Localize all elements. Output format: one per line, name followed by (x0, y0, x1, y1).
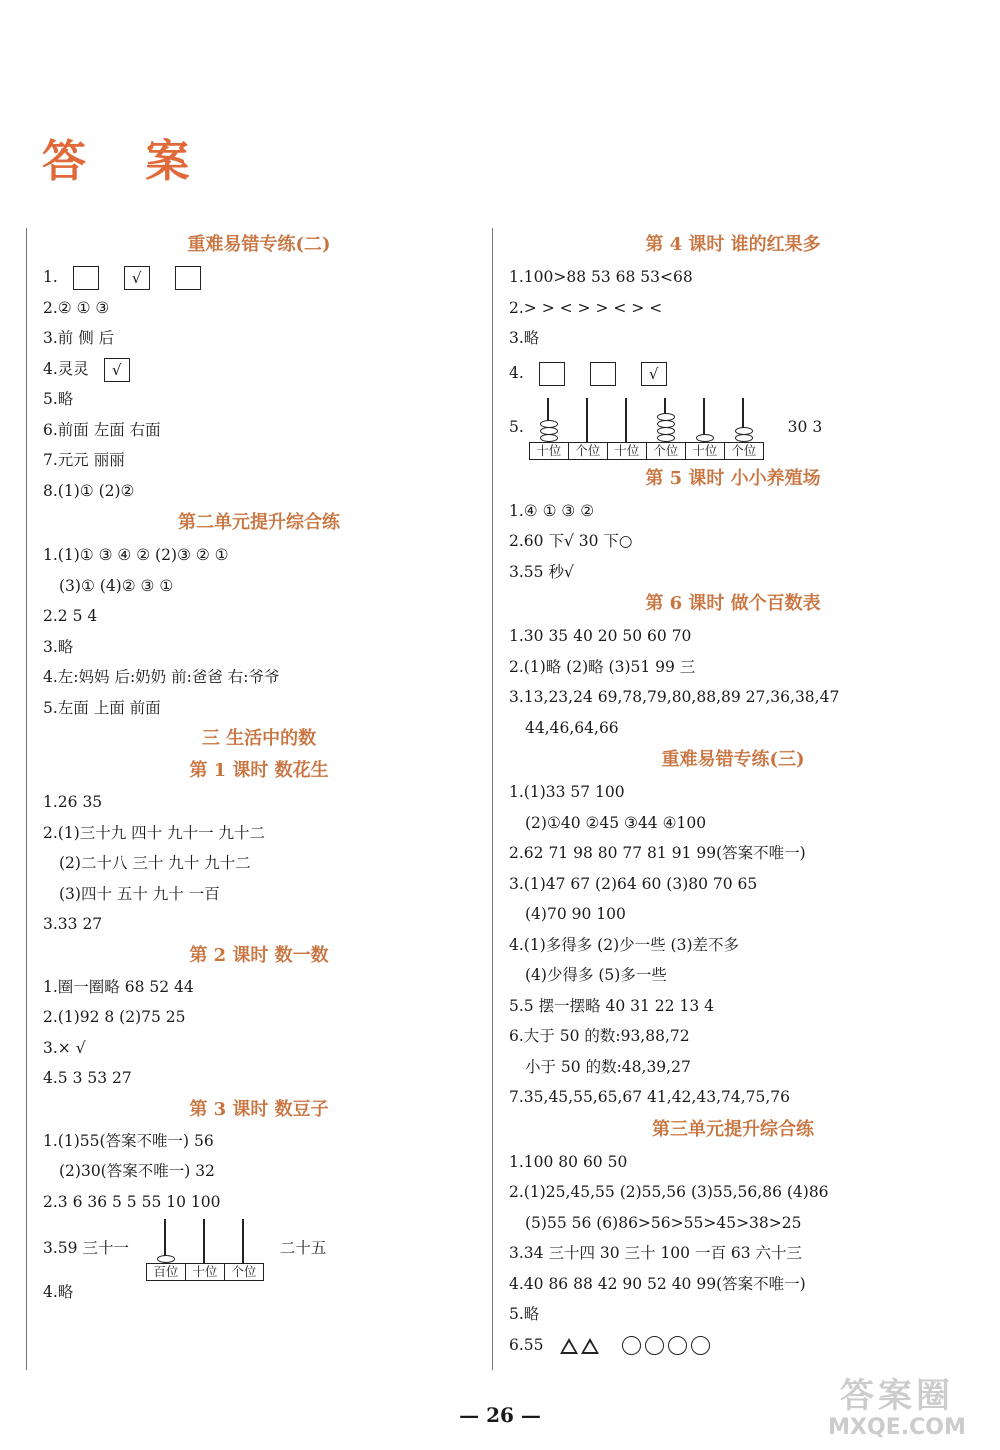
answer-line: 1.100 80 60 50 (509, 1152, 628, 1171)
answer-line: (2)①40 ②45 ③44 ④100 (525, 813, 707, 832)
answer-line: 4.略 (43, 1283, 74, 1301)
right-column (492, 228, 973, 1370)
abacus-label: 百位 (146, 1263, 186, 1281)
answer-line: 5.略 (43, 390, 74, 408)
section-heading: 重难易错专练(二) (187, 234, 331, 255)
left-column (26, 228, 491, 1370)
circle-icon (668, 1336, 687, 1355)
answer-line: 2.60 下√ 30 下○ (509, 532, 633, 550)
answer-line: 8.(1)① (2)② (43, 481, 135, 500)
abacus-label: 十位 (685, 442, 725, 460)
answer-line: 1.圈一圈略 68 52 44 (43, 977, 194, 996)
answer-line: 2.(1)25,45,55 (2)55,56 (3)55,56,86 (4)86 (509, 1183, 829, 1201)
answer-line: 3.前 侧 后 (43, 329, 115, 347)
abacus-diagram (529, 396, 763, 460)
abacus-label: 个位 (224, 1263, 264, 1281)
answer-line: 1. √ (27, 262, 491, 293)
answer-line: 2.62 71 98 80 77 81 91 99(答案不唯一) (509, 844, 806, 862)
abacus-label: 个位 (568, 442, 608, 460)
answer-line: 4.左:妈妈 后:奶奶 前:爸爸 右:爷爷 (43, 668, 280, 686)
abacus-label: 个位 (646, 442, 686, 460)
answer-line: 3.略 (43, 637, 74, 656)
shapes-answer (560, 1336, 714, 1354)
answer-line: 2.> > < > > < > < (509, 298, 663, 317)
page-title: 答 案 (42, 136, 212, 187)
answer-line: 4.5 3 53 27 (43, 1069, 132, 1087)
answer-line: 6.大于 50 的数:93,88,72 (509, 1027, 690, 1045)
answer-line: 小于 50 的数:48,39,27 (525, 1057, 691, 1076)
answer-line: 1.26 35 (43, 793, 103, 811)
answer-line: 4.(1)多得多 (2)少一些 (3)差不多 (509, 935, 740, 954)
answer-line: (4)少得多 (5)多一些 (525, 966, 667, 984)
unit-heading: 三 生活中的数 (201, 728, 317, 749)
answer-line: (5)55 56 (6)86>56>55>45>38>25 (525, 1213, 802, 1232)
abacus-label: 个位 (724, 442, 764, 460)
answer-line: 3.× √ (43, 1038, 86, 1057)
abacus-label: 十位 (185, 1263, 225, 1281)
answer-line: 7.35,45,55,65,67 41,42,43,74,75,76 (509, 1088, 791, 1106)
answer-line: 2.② ① ③ (43, 298, 110, 317)
answer-box-checked: √ (104, 358, 130, 382)
answer-line: (2)二十八 三十 九十 九十二 (59, 854, 251, 872)
section-heading: 第 1 课时 数花生 (189, 760, 329, 781)
page-number: — 26 — (459, 1403, 541, 1427)
section-heading: 第三单元提升综合练 (652, 1118, 814, 1140)
triangle-icon (581, 1338, 599, 1354)
answer-line: 4.灵灵 √ (27, 354, 491, 385)
section-heading: 第 6 课时 做个百数表 (645, 593, 821, 614)
section-heading: 第 4 课时 谁的红果多 (645, 234, 821, 255)
answer-line: 4.40 86 88 42 90 52 40 99(答案不唯一) (509, 1274, 806, 1293)
answer-line: 5.5 摆一摆略 40 31 22 13 4 (509, 996, 714, 1015)
answer-line: 5. 十位 个位 十位 个位 十位 个位 30 3 (493, 392, 973, 462)
answer-line: 44,46,64,66 (525, 718, 619, 737)
answer-line: 3.34 三十四 30 三十 100 一百 63 六十三 (509, 1244, 803, 1262)
answer-box-checked: √ (124, 266, 150, 290)
circle-icon (691, 1336, 710, 1355)
answer-line: (3)四十 五十 九十 一百 (59, 884, 220, 903)
abacus-label: 十位 (607, 442, 647, 460)
circle-icon (622, 1336, 641, 1355)
answer-line: (3)① (4)② ③ ① (59, 576, 174, 595)
answer-line: 1.(1)55(答案不唯一) 56 (43, 1131, 214, 1150)
answer-line: (4)70 90 100 (525, 905, 626, 923)
answer-box (73, 266, 99, 290)
answer-line: 1.100>88 53 68 53<68 (509, 268, 693, 286)
answer-line: 3.55 秒√ (509, 562, 574, 581)
answer-line: 4. √ (493, 354, 973, 392)
section-heading: 第 5 课时 小小养殖场 (645, 467, 821, 489)
answer-line: 1.(1)① ③ ④ ② (2)③ ② ① (43, 546, 229, 564)
answer-line: 2.2 5 4 (43, 607, 98, 625)
abacus-label: 十位 (529, 442, 569, 460)
answer-line: (2)30(答案不唯一) 32 (59, 1162, 215, 1180)
triangle-icon (560, 1338, 578, 1354)
answer-line: 2.(1)92 8 (2)75 25 (43, 1008, 186, 1026)
answer-line: 5.略 (509, 1305, 540, 1323)
answer-box (539, 362, 565, 386)
section-heading: 重难易错专练(三) (661, 749, 805, 770)
answer-line: 1.④ ① ③ ② (509, 501, 595, 520)
section-heading: 第二单元提升综合练 (178, 512, 340, 533)
answer-line: 6.55 (493, 1330, 973, 1361)
answer-line: 7.元元 丽丽 (43, 451, 125, 469)
answer-line: 3.59 三十一 百位 十位 个位 二十五 (27, 1217, 491, 1269)
section-heading: 第 3 课时 数豆子 (189, 1098, 329, 1120)
circle-icon (645, 1336, 664, 1355)
answer-line: 6.前面 左面 右面 (43, 420, 161, 439)
answer-line: 3.33 27 (43, 915, 103, 933)
answer-line: 3.略 (509, 329, 540, 347)
answer-line: 2.3 6 36 5 5 55 10 100 (43, 1192, 221, 1211)
answer-line: 2.(1)略 (2)略 (3)51 99 三 (509, 657, 696, 676)
watermark-logo: 答案圈 MXQE.COM (828, 1376, 966, 1440)
answer-line: 2.(1)三十九 四十 九十一 九十二 (43, 823, 266, 842)
answer-line: 3.(1)47 67 (2)64 60 (3)80 70 65 (509, 874, 758, 893)
section-heading: 第 2 课时 数一数 (189, 944, 329, 966)
answer-line: 1.(1)33 57 100 (509, 783, 625, 801)
answer-line: 1.30 35 40 20 50 60 70 (509, 627, 692, 645)
answer-box-checked: √ (641, 362, 667, 386)
answer-line: 5.左面 上面 前面 (43, 698, 161, 717)
answer-box (175, 266, 201, 290)
answer-line: 3.13,23,24 69,78,79,80,88,89 27,36,38,47 (509, 688, 840, 706)
abacus-diagram (146, 1217, 263, 1281)
answer-box (590, 362, 616, 386)
